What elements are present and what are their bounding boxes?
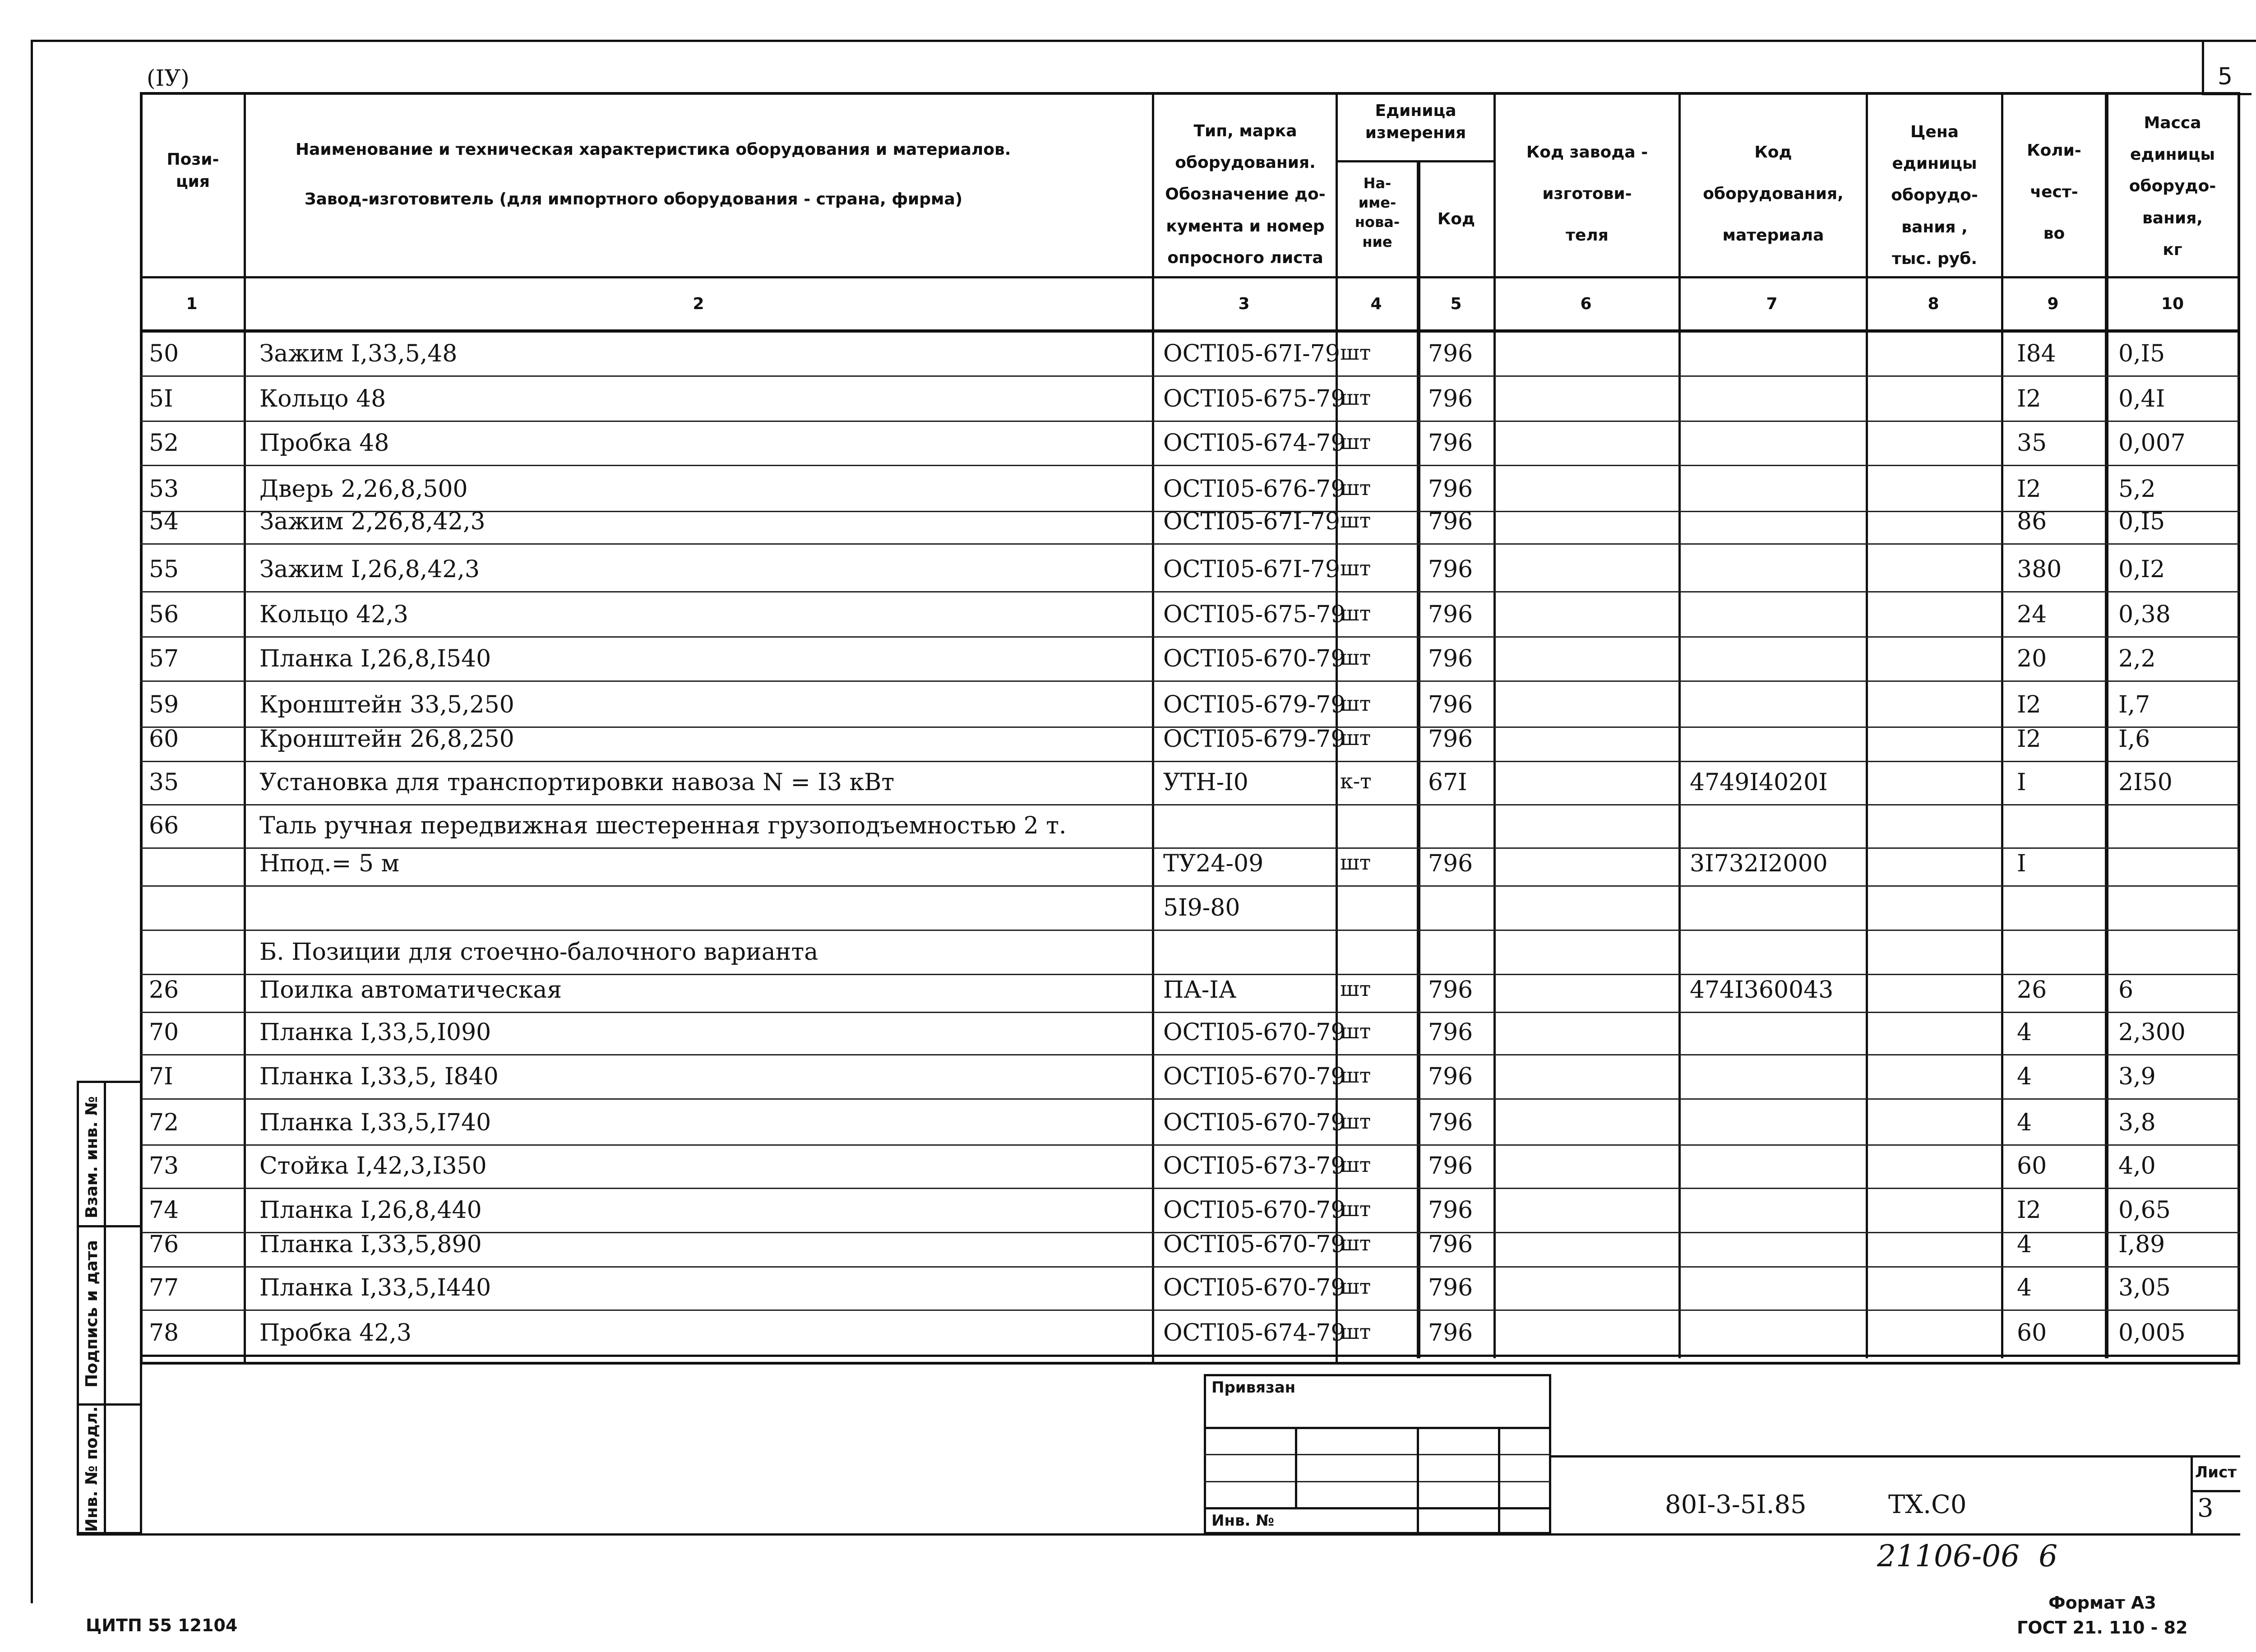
col-line-1 [244,92,246,1365]
column-number: 5 [1450,295,1462,313]
cell-unit: к-т [1340,769,1372,793]
cell-unit: шт [1340,1197,1371,1221]
stamp-inv-label: Инв. № [1211,1512,1275,1530]
cell-type: УТН-I0 [1163,769,1248,796]
col-line-7 [1866,92,1868,1358]
cell-mass: 0,I2 [2118,556,2165,583]
cell-type: ОСТI05-67I-79 [1163,340,1340,367]
cell-pos: 55 [149,556,179,583]
cell-qty: 4 [2017,1109,2032,1136]
cell-mass: 4,0 [2118,1152,2156,1180]
cell-mass: 3,05 [2118,1274,2171,1301]
col-unit-name-header: На- име- нова- ние [1355,175,1400,250]
cell-name: Б. Позиции для стоечно-балочного варианта [259,939,818,966]
column-number: 2 [693,295,704,313]
cell-mass: I,6 [2118,726,2150,753]
cell-qty: I2 [2017,726,2041,753]
col-line-9 [2105,92,2108,1358]
col-type-header: Тип, марка оборудования. Обозначение до- кумента и номер опросного листа [1165,122,1326,267]
cell-name: Зажим 2,26,8,42,3 [259,508,485,535]
cell-pos: 7I [149,1063,173,1090]
cell-code: 796 [1428,556,1473,583]
cell-mass: I,89 [2118,1231,2165,1258]
cell-unit: шт [1340,1274,1371,1299]
corner-mark: (IУ) [147,65,190,91]
cell-type: ТУ24-09 [1163,850,1264,877]
side-label-vzam: Взам. инв. № [83,1096,101,1218]
col-line-6 [1678,92,1681,1358]
side-label-inv: Инв. № подл. [83,1406,101,1532]
cell-qty: I [2017,850,2026,877]
cell-type: 5I9-80 [1163,894,1240,921]
col-unit-code-header: Код [1437,210,1475,228]
cell-code: 796 [1428,1063,1473,1090]
cell-code: 796 [1428,1019,1473,1046]
footer-gost: ГОСТ 21. 110 - 82 [2017,1618,2188,1638]
cell-code: 796 [1428,508,1473,535]
row-separator [140,761,2240,762]
colnum-bottom-line [140,329,2240,333]
cell-code: 796 [1428,601,1473,628]
cell-unit: шт [1340,430,1371,454]
cell-type: ОСТI05-670-79 [1163,645,1346,672]
cell-code: 796 [1428,1231,1473,1258]
doc-suffix: ТХ.С0 [1888,1490,1967,1519]
row-separator [140,543,2240,545]
cell-mcode: 3I732I2000 [1690,850,1828,877]
cell-qty: 26 [2017,976,2047,1004]
cell-type: ОСТI05-67I-79 [1163,556,1340,583]
cell-qty: I2 [2017,691,2041,718]
cell-unit: шт [1340,1231,1371,1255]
cell-type: ОСТI05-670-79 [1163,1109,1346,1136]
cell-name: Таль ручная передвижная шестеренная грузоподъемностью 2 т. [259,812,1067,839]
cell-mass: 0,005 [2118,1319,2186,1347]
row-separator [140,1310,2240,1311]
body-bottom-line [140,1355,2240,1357]
cell-type: ОСТI05-675-79 [1163,601,1346,628]
cell-type: ОСТI05-675-79 [1163,385,1346,412]
cell-code: 67I [1428,769,1467,796]
cell-qty: 4 [2017,1063,2032,1090]
cell-qty: I2 [2017,385,2041,412]
cell-code: 796 [1428,340,1473,367]
cell-name: Планка I,26,8,I540 [259,645,491,672]
cell-pos: 5I [149,385,173,412]
cell-pos: 70 [149,1019,179,1046]
cell-pos: 60 [149,726,179,753]
stamp-vline-3 [1498,1427,1500,1534]
cell-mass: 3,9 [2118,1063,2156,1090]
cell-pos: 73 [149,1152,179,1180]
cell-code: 796 [1428,476,1473,503]
cell-qty: 35 [2017,430,2047,457]
cell-qty: 4 [2017,1231,2032,1258]
cell-name: Кольцо 42,3 [259,601,408,628]
col-qty-header: Коли- чест- во [2027,141,2081,243]
cell-unit: шт [1340,340,1371,365]
cell-name: Пробка 48 [259,430,389,457]
row-separator [140,591,2240,592]
row-separator [140,421,2240,422]
row-separator [140,930,2240,931]
side-strip-vline [104,1081,106,1534]
col-mcode-header: Код оборудования, материала [1703,143,1844,245]
row-separator [140,1144,2240,1146]
cell-unit: шт [1340,976,1371,1001]
cell-type: ОСТI05-670-79 [1163,1197,1346,1224]
cell-unit: шт [1340,508,1371,532]
cell-qty: 86 [2017,508,2047,535]
header-bottom-line [140,276,2240,278]
cell-code: 796 [1428,726,1473,753]
cell-unit: шт [1340,1109,1371,1134]
cell-unit: шт [1340,645,1371,670]
cell-unit: шт [1340,385,1371,410]
cell-mcode: 4749I4020I [1690,769,1828,796]
cell-name: Кольцо 48 [259,385,386,412]
cell-mass: 6 [2118,976,2134,1004]
unit-split-line [1338,160,1493,162]
column-number: 6 [1580,295,1592,313]
sheet-number: 3 [2197,1494,2214,1523]
cell-code: 796 [1428,1319,1473,1347]
row-separator [140,885,2240,887]
cell-unit: шт [1340,691,1371,716]
cell-pos: 52 [149,430,179,457]
doc-code: 80I-3-5I.85 [1665,1490,1807,1519]
cell-unit: шт [1340,601,1371,625]
cell-unit: шт [1340,1063,1371,1087]
cell-code: 796 [1428,430,1473,457]
cell-name: Дверь 2,26,8,500 [259,476,468,503]
cell-pos: 78 [149,1319,179,1347]
cell-unit: шт [1340,850,1371,875]
cell-qty: 4 [2017,1274,2032,1301]
cell-mcode: 474I360043 [1690,976,1834,1004]
cell-mass: 0,38 [2118,601,2171,628]
cell-mass: 2,2 [2118,645,2156,672]
cell-name: Зажим I,26,8,42,3 [259,556,480,583]
column-number: 1 [186,295,198,313]
footer-format: Формат А3 [2048,1593,2156,1613]
handwritten-number: 21106-06 6 [1877,1539,2058,1573]
cell-mass: 0,4I [2118,385,2165,412]
col-name-header-line2: Завод-изготовитель (для импортного оборудования - страна, фирма) [305,190,963,208]
cell-qty: 380 [2017,556,2062,583]
cell-type: ОСТI05-676-79 [1163,476,1346,503]
column-number: 3 [1238,295,1250,313]
cell-mass: 3,8 [2118,1109,2156,1136]
cell-code: 796 [1428,1197,1473,1224]
cell-name: Планка I,33,5, I840 [259,1063,499,1090]
cell-qty: I [2017,769,2026,796]
cell-name: Планка I,33,5,I090 [259,1019,491,1046]
cell-code: 796 [1428,976,1473,1004]
cell-unit: шт [1340,1319,1371,1344]
title-top-line [1551,1455,2240,1458]
cell-mass: 0,007 [2118,430,2186,457]
cell-pos: 74 [149,1197,179,1224]
cell-type: ОСТI05-670-79 [1163,1274,1346,1301]
col-plant-header: Код завода - изготови- теля [1526,143,1648,245]
cell-pos: 50 [149,340,179,367]
row-separator [140,804,2240,805]
row-separator [140,680,2240,682]
col-mass-header: Масса единицы оборудо- вания, кг [2129,114,2216,259]
row-separator [140,636,2240,638]
cell-name: Поилка автоматическая [259,976,562,1004]
row-separator [140,465,2240,466]
stamp-vline-2 [1417,1427,1419,1534]
row-separator [140,1098,2240,1100]
cell-pos: 76 [149,1231,179,1258]
footer-left: ЦИТП 55 12104 [86,1615,238,1635]
cell-name: Кронштейн 33,5,250 [259,691,514,718]
stamp-attached-label: Привязан [1211,1379,1296,1397]
cell-mass: 0,I5 [2118,340,2165,367]
row-separator [140,847,2240,849]
col-pos-header: Пози- ция [166,150,219,191]
cell-unit: шт [1340,556,1371,580]
cell-name: Стойка I,42,3,I350 [259,1152,487,1180]
cell-name: Зажим I,33,5,48 [259,340,458,367]
column-number: 10 [2161,295,2184,313]
cell-pos: 35 [149,769,179,796]
side-label-sign: Подпись и дата [83,1240,101,1388]
cell-type: ПА-IА [1163,976,1237,1004]
cell-name: Установка для транспортировки навоза N = I3 кВт [259,769,895,796]
cell-unit: шт [1340,1152,1371,1177]
cell-name: Планка I,26,8,440 [259,1197,482,1224]
row-separator [140,1012,2240,1013]
sheet-label: Лист [2195,1463,2237,1481]
cell-mass: 0,65 [2118,1197,2171,1224]
row-separator [140,974,2240,975]
cell-code: 796 [1428,691,1473,718]
col-price-header: Цена единицы оборудо- вания , тыс. руб. [1891,123,1978,268]
cell-qty: 60 [2017,1152,2047,1180]
column-number: 8 [1928,295,1939,313]
cell-type: ОСТI05-674-79 [1163,430,1346,457]
col-line-8 [2001,92,2003,1358]
cell-name: Планка I,33,5,I440 [259,1274,491,1301]
stamp-vline-1 [1295,1427,1297,1508]
cell-pos: 59 [149,691,179,718]
column-number: 9 [2047,295,2059,313]
cell-code: 796 [1428,850,1473,877]
cell-qty: 60 [2017,1319,2047,1347]
cell-qty: I2 [2017,1197,2041,1224]
row-separator [140,1266,2240,1268]
row-separator [140,375,2240,377]
cell-qty: 4 [2017,1019,2032,1046]
cell-type: ОСТI05-679-79 [1163,691,1346,718]
cell-mass: 2I50 [2118,769,2173,796]
cell-type: ОСТI05-67I-79 [1163,508,1340,535]
cell-pos: 53 [149,476,179,503]
cell-unit: шт [1340,1019,1371,1043]
cell-mass: 0,I5 [2118,508,2165,535]
cell-name: Нпод.= 5 м [259,850,400,877]
row-separator [140,1188,2240,1189]
cell-unit: шт [1340,726,1371,750]
col-line-5 [1493,92,1496,1358]
side-strip-line-2 [77,1403,142,1406]
column-number: 7 [1766,295,1778,313]
cell-pos: 26 [149,976,179,1004]
cell-type: ОСТI05-673-79 [1163,1152,1346,1180]
sheet-line [2191,1490,2240,1492]
cell-qty: 20 [2017,645,2047,672]
cell-name: Планка I,33,5,I740 [259,1109,491,1136]
cell-name: Пробка 42,3 [259,1319,412,1347]
cell-code: 796 [1428,645,1473,672]
cell-type: ОСТI05-670-79 [1163,1019,1346,1046]
cell-code: 796 [1428,385,1473,412]
cell-pos: 54 [149,508,179,535]
cell-unit: шт [1340,476,1371,500]
cell-code: 796 [1428,1109,1473,1136]
row-separator [140,1054,2240,1055]
cell-pos: 56 [149,601,179,628]
cell-pos: 66 [149,812,179,839]
col-name-header-line1: Наименование и техническая характеристика оборудования и материалов. [296,140,1011,159]
cell-pos: 77 [149,1274,179,1301]
cell-mass: 5,2 [2118,476,2156,503]
col-line-4 [1417,160,1420,1358]
cell-type: ОСТI05-674-79 [1163,1319,1346,1347]
cell-type: ОСТI05-670-79 [1163,1063,1346,1090]
cell-type: ОСТI05-679-79 [1163,726,1346,753]
cell-name: Планка I,33,5,890 [259,1231,482,1258]
cell-qty: I84 [2017,340,2056,367]
cell-qty: 24 [2017,601,2047,628]
cell-qty: I2 [2017,476,2041,503]
cell-mass: 2,300 [2118,1019,2186,1046]
side-strip-line-1 [77,1225,142,1227]
page-number-text: 5 [2218,63,2233,90]
cell-pos: 57 [149,645,179,672]
col-unit-header: Единица измерения [1365,102,1466,142]
col-line-2 [1152,92,1154,1365]
cell-mass: I,7 [2118,691,2150,718]
cell-pos: 72 [149,1109,179,1136]
bottom-frame-line [77,1533,2240,1536]
cell-code: 796 [1428,1152,1473,1180]
cell-type: ОСТI05-670-79 [1163,1231,1346,1258]
column-number: 4 [1370,295,1382,313]
cell-name: Кронштейн 26,8,250 [259,726,514,753]
cell-code: 796 [1428,1274,1473,1301]
